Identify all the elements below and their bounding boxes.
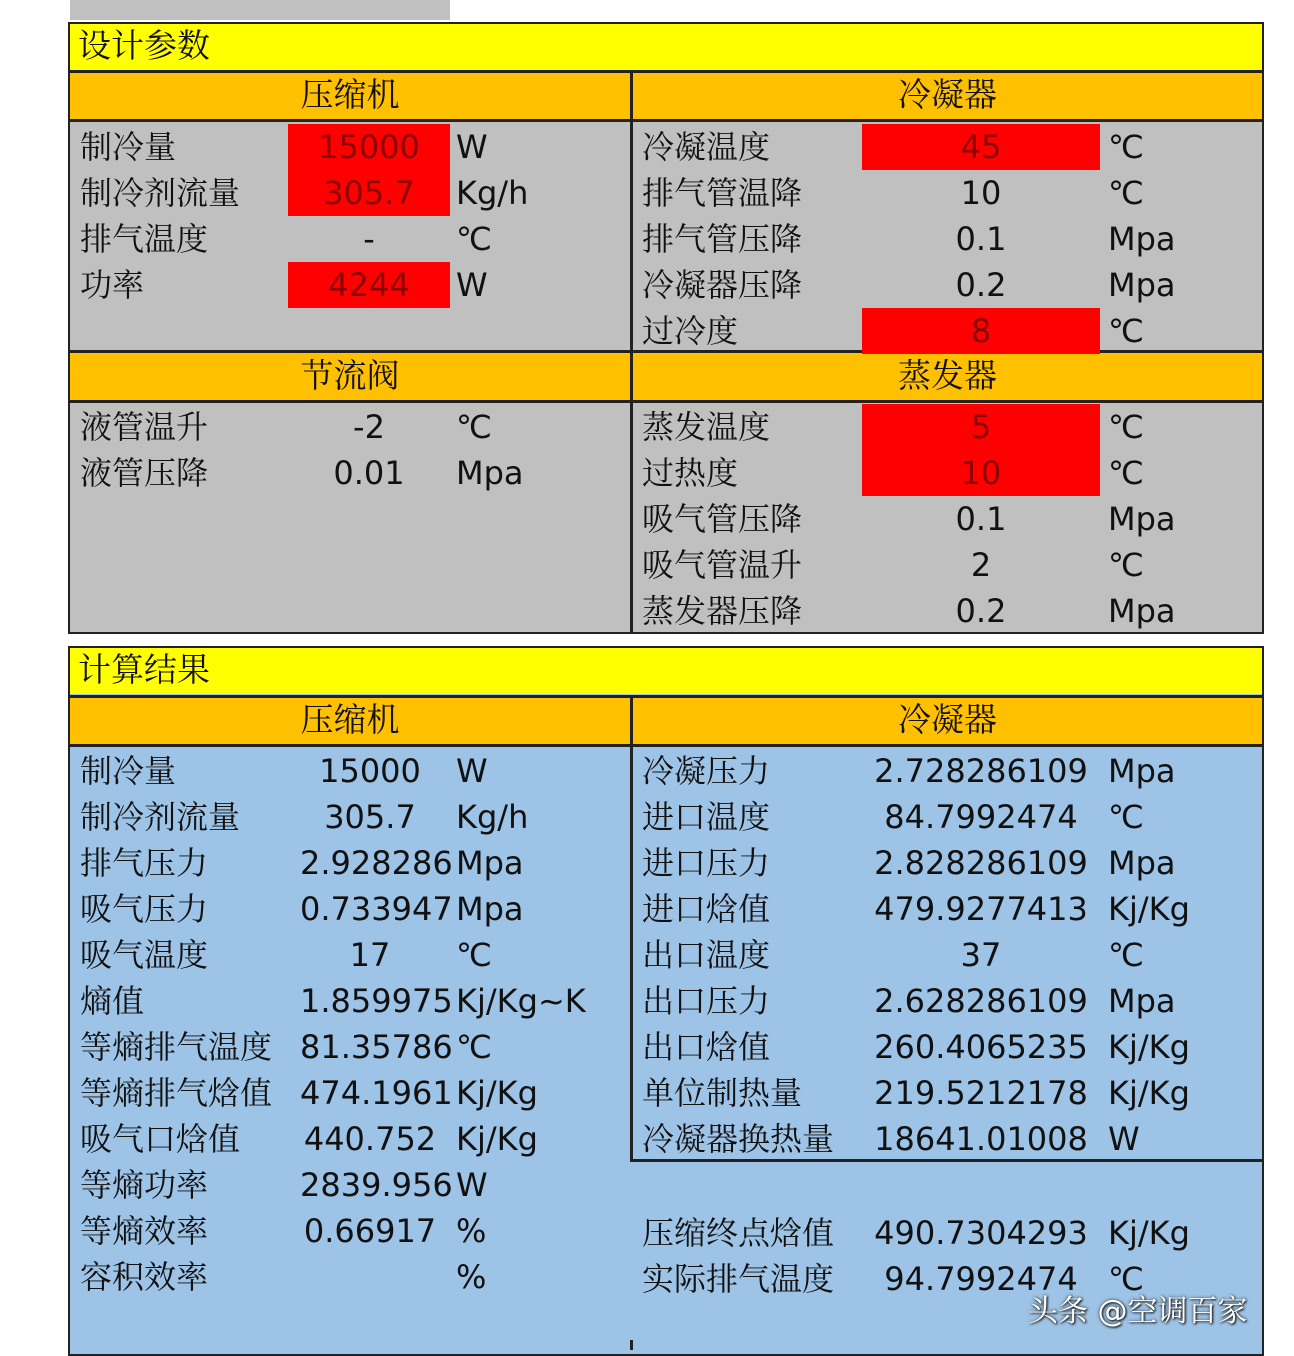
param-label: 容积效率 — [80, 1258, 209, 1296]
param-unit: ℃ — [1108, 174, 1144, 212]
param-unit: Mpa — [1108, 220, 1176, 258]
results-compressor-header: 压缩机 — [70, 698, 630, 744]
param-row — [634, 262, 1260, 308]
top-strip — [70, 0, 450, 20]
param-label: 冷凝压力 — [642, 752, 771, 790]
param-unit: ℃ — [1108, 1260, 1144, 1298]
param-row — [72, 1070, 628, 1116]
param-unit: ℃ — [456, 936, 492, 974]
param-label: 熵值 — [80, 982, 145, 1020]
param-label: 制冷量 — [80, 128, 177, 166]
param-value: 10 — [862, 450, 1100, 496]
param-label: 进口压力 — [642, 844, 771, 882]
param-value: 260.4065235 — [874, 1028, 1088, 1066]
param-row — [72, 1254, 628, 1300]
param-label: 吸气管温升 — [642, 546, 803, 584]
param-value: 18641.01008 — [874, 1120, 1088, 1158]
param-label: 制冷剂流量 — [80, 798, 241, 836]
param-label: 吸气管压降 — [642, 500, 803, 538]
param-unit: W — [456, 128, 488, 166]
param-label: 等熵排气焓值 — [80, 1074, 273, 1112]
design-divider — [630, 70, 633, 634]
param-unit: ℃ — [1108, 454, 1144, 492]
param-row — [634, 124, 1260, 170]
param-unit: W — [456, 266, 488, 304]
param-label: 排气管温降 — [642, 174, 803, 212]
param-label: 等熵功率 — [80, 1166, 209, 1204]
results-divider — [630, 695, 633, 1162]
param-unit: Mpa — [1108, 844, 1176, 882]
param-unit: Kj/Kg — [1108, 890, 1190, 928]
param-row — [72, 1162, 628, 1208]
param-value: - — [363, 220, 375, 258]
param-value: 45 — [862, 124, 1100, 170]
param-value: 84.7992474 — [884, 798, 1078, 836]
design-divider — [68, 119, 1264, 122]
param-value: 2.828286109 — [874, 844, 1088, 882]
param-row — [634, 404, 1260, 450]
results-condenser-header: 冷凝器 — [633, 698, 1262, 744]
design-evaporator-header: 蒸发器 — [633, 354, 1262, 400]
param-value: 15000 — [288, 124, 450, 170]
param-unit: Kj/Kg — [1108, 1028, 1190, 1066]
param-row — [634, 794, 1260, 840]
param-row — [634, 170, 1260, 216]
param-value: 305.7 — [324, 798, 416, 836]
param-unit: Kg/h — [456, 798, 529, 836]
param-label: 单位制热量 — [642, 1074, 803, 1112]
param-value: 2.728286109 — [874, 752, 1088, 790]
design-divider — [68, 70, 1264, 73]
param-unit: ℃ — [456, 220, 492, 258]
param-label: 吸气压力 — [80, 890, 209, 928]
param-row — [72, 404, 628, 450]
param-value: 474.1961 — [300, 1074, 453, 1112]
results-divider — [68, 695, 1264, 698]
param-unit: Mpa — [456, 844, 524, 882]
param-value: 81.35786 — [300, 1028, 453, 1066]
param-row — [634, 840, 1260, 886]
param-value: 5 — [862, 404, 1100, 450]
param-row — [634, 932, 1260, 978]
param-label: 进口温度 — [642, 798, 771, 836]
param-row — [634, 588, 1260, 634]
param-label: 等熵效率 — [80, 1212, 209, 1250]
param-unit: Kg/h — [456, 174, 529, 212]
param-unit: ℃ — [1108, 128, 1144, 166]
results-divider — [68, 744, 1264, 747]
param-unit: Kj/Kg — [456, 1074, 538, 1112]
param-label: 制冷剂流量 — [80, 174, 241, 212]
param-unit: Kj/Kg~K — [456, 982, 586, 1020]
param-label: 吸气温度 — [80, 936, 209, 974]
param-unit: ℃ — [1108, 936, 1144, 974]
param-label: 进口焓值 — [642, 890, 771, 928]
param-row — [634, 308, 1260, 354]
param-label: 冷凝温度 — [642, 128, 771, 166]
param-label: 压缩终点焓值 — [642, 1214, 835, 1252]
design-divider — [68, 400, 1264, 403]
param-unit: Kj/Kg — [1108, 1214, 1190, 1252]
param-unit: Mpa — [456, 890, 524, 928]
param-row — [72, 216, 628, 262]
param-value: 2 — [970, 546, 992, 584]
param-row — [72, 978, 628, 1024]
param-value: 15000 — [319, 752, 421, 790]
param-label: 液管压降 — [80, 454, 209, 492]
param-value: 94.7992474 — [884, 1260, 1078, 1298]
param-label: 蒸发温度 — [642, 408, 771, 446]
param-row — [634, 886, 1260, 932]
param-value: 0.2 — [955, 592, 1007, 630]
param-unit: ℃ — [1108, 798, 1144, 836]
param-row — [634, 1070, 1260, 1116]
param-row — [72, 794, 628, 840]
param-label: 液管温升 — [80, 408, 209, 446]
param-unit: ℃ — [1108, 408, 1144, 446]
param-row — [72, 170, 628, 216]
param-value: 219.5212178 — [874, 1074, 1088, 1112]
param-value: 8 — [862, 308, 1100, 354]
param-unit: Mpa — [1108, 982, 1176, 1020]
param-value: 37 — [960, 936, 1002, 974]
param-label: 排气压力 — [80, 844, 209, 882]
param-unit: Mpa — [1108, 500, 1176, 538]
param-row — [634, 1116, 1260, 1162]
param-label: 出口焓值 — [642, 1028, 771, 1066]
param-unit: ℃ — [1108, 546, 1144, 584]
param-unit: % — [456, 1212, 487, 1250]
param-row — [634, 748, 1260, 794]
param-row — [72, 1208, 628, 1254]
param-unit: Kj/Kg — [456, 1120, 538, 1158]
param-value — [300, 1254, 440, 1300]
design-valve-header: 节流阀 — [70, 354, 630, 400]
param-row — [72, 748, 628, 794]
param-value: 0.1 — [955, 220, 1007, 258]
param-unit: Kj/Kg — [1108, 1074, 1190, 1112]
param-value: 2839.956 — [300, 1166, 453, 1204]
param-label: 出口压力 — [642, 982, 771, 1020]
param-label: 功率 — [80, 266, 145, 304]
param-label: 出口温度 — [642, 936, 771, 974]
param-value: 0.733947 — [300, 890, 453, 928]
param-value: 440.752 — [303, 1120, 437, 1158]
param-value: 0.66917 — [303, 1212, 437, 1250]
param-value: 2.628286109 — [874, 982, 1088, 1020]
design-condenser-header: 冷凝器 — [633, 73, 1262, 119]
param-label: 过热度 — [642, 454, 739, 492]
param-row — [634, 216, 1260, 262]
param-label: 冷凝器压降 — [642, 266, 803, 304]
param-value: 2.928286 — [300, 844, 453, 882]
param-unit: % — [456, 1258, 487, 1296]
param-unit: Mpa — [1108, 266, 1176, 304]
param-value: 0.01 — [333, 454, 405, 492]
param-unit: Mpa — [1108, 752, 1176, 790]
param-value: 479.9277413 — [874, 890, 1088, 928]
param-row — [72, 886, 628, 932]
param-value: 10 — [960, 174, 1002, 212]
param-row — [72, 124, 628, 170]
param-unit: ℃ — [456, 1028, 492, 1066]
param-row — [72, 450, 628, 496]
param-unit: W — [1108, 1120, 1140, 1158]
param-row — [634, 542, 1260, 588]
param-label: 吸气口焓值 — [80, 1120, 241, 1158]
param-unit: ℃ — [456, 408, 492, 446]
param-row — [634, 1024, 1260, 1070]
param-label: 过冷度 — [642, 312, 739, 350]
param-row — [72, 1116, 628, 1162]
param-value: 1.859975 — [300, 982, 453, 1020]
param-value: 0.2 — [955, 266, 1007, 304]
watermark: 头条 @空调百家 — [1028, 1294, 1248, 1329]
param-label: 排气管压降 — [642, 220, 803, 258]
param-row — [72, 840, 628, 886]
param-row — [72, 1024, 628, 1070]
design-compressor-header: 压缩机 — [70, 73, 630, 119]
param-label: 制冷量 — [80, 752, 177, 790]
param-unit: ℃ — [1108, 312, 1144, 350]
param-row — [634, 978, 1260, 1024]
param-value: -2 — [353, 408, 385, 446]
param-unit: Mpa — [1108, 592, 1176, 630]
param-unit: Mpa — [456, 454, 524, 492]
param-label: 等熵排气温度 — [80, 1028, 273, 1066]
param-value: 305.7 — [288, 170, 450, 216]
param-label: 排气温度 — [80, 220, 209, 258]
param-row — [634, 450, 1260, 496]
param-label: 冷凝器换热量 — [642, 1120, 835, 1158]
param-value: 17 — [349, 936, 391, 974]
param-row — [634, 1210, 1260, 1256]
param-unit: W — [456, 1166, 488, 1204]
results-divider — [630, 1340, 633, 1350]
param-unit: W — [456, 752, 488, 790]
param-label: 实际排气温度 — [642, 1260, 835, 1298]
param-value: 0.1 — [955, 500, 1007, 538]
param-label: 蒸发器压降 — [642, 592, 803, 630]
param-row — [72, 262, 628, 308]
param-row — [634, 496, 1260, 542]
param-value: 4244 — [288, 262, 450, 308]
param-value: 490.7304293 — [874, 1214, 1088, 1252]
param-row — [72, 932, 628, 978]
design-title: 设计参数 — [70, 24, 1262, 70]
results-title: 计算结果 — [70, 648, 1262, 694]
